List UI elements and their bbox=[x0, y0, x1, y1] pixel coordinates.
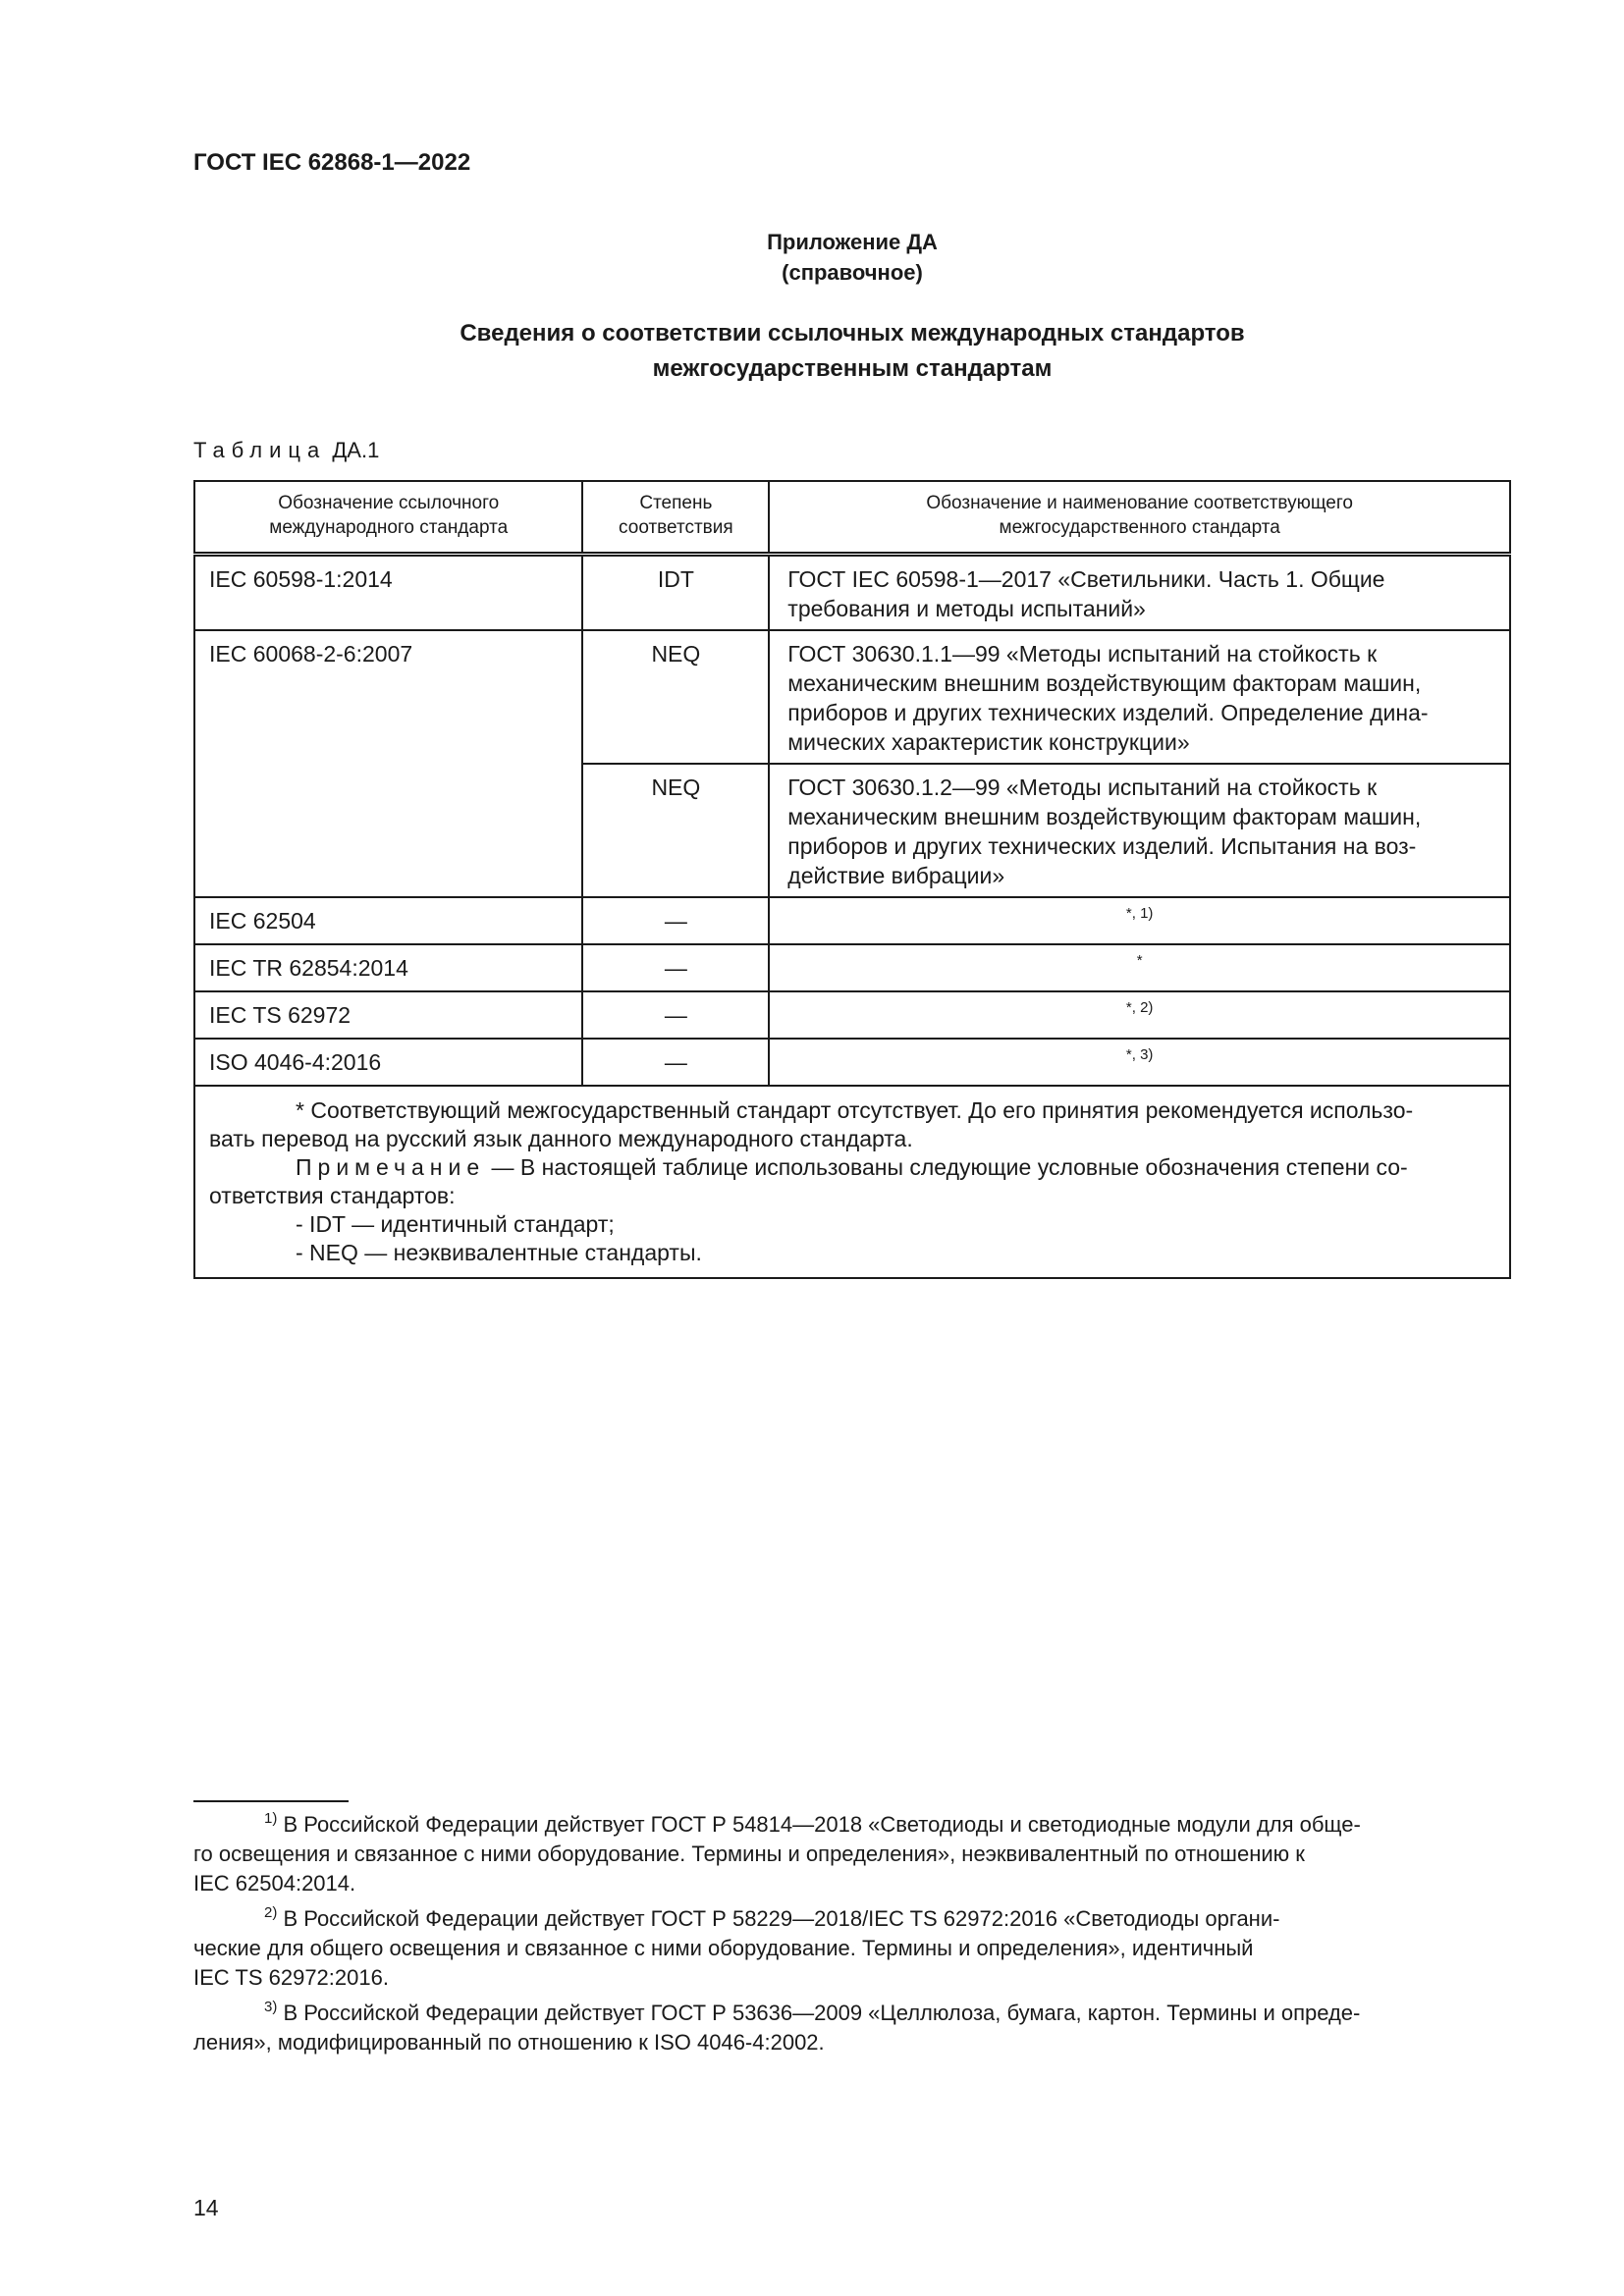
note-line bbox=[209, 1153, 1495, 1182]
standard-line: ГОСТ 30630.1.1—99 «Методы испытаний на стойкость к bbox=[787, 641, 1378, 667]
header-text: межгосударственного стандарта bbox=[999, 517, 1280, 538]
table-label bbox=[193, 438, 379, 463]
footnote bbox=[193, 1810, 1511, 1898]
header-text: международного стандарта bbox=[269, 517, 509, 538]
footnote-line: IEC TS 62972:2016. bbox=[193, 1965, 389, 1990]
header-interstate-standard bbox=[769, 481, 1510, 555]
table-row bbox=[194, 897, 1510, 944]
reference-cell: IEC 60598-1:2014 bbox=[194, 555, 582, 631]
table-notes-row bbox=[194, 1086, 1510, 1278]
header-text: Обозначение и наименование соответствующего bbox=[926, 493, 1353, 513]
footnote-text: В Российской Федерации действует ГОСТ Р 58229—2018/IEC TS 62972:2016 «Светодиоды органи- bbox=[277, 1906, 1280, 1931]
table-header-row bbox=[194, 481, 1510, 555]
degree-cell: — bbox=[582, 897, 769, 944]
footnote-mark: 3) bbox=[264, 1999, 278, 2015]
footnote-mark-cell: *, 2) bbox=[769, 991, 1510, 1039]
table-row bbox=[194, 1039, 1510, 1086]
footnote-text: В Российской Федерации действует ГОСТ Р 53636—2009 «Целлюлоза, бумага, картон. Термины и опреде- bbox=[277, 2001, 1361, 2025]
reference-cell: IEC 62504 bbox=[194, 897, 582, 944]
header-degree bbox=[582, 481, 769, 555]
table-notes bbox=[194, 1086, 1510, 1278]
standard-line: механическим внешним воздействующим факторам машин, bbox=[787, 670, 1422, 696]
degree-cell: IDT bbox=[582, 555, 769, 631]
footnote-line bbox=[193, 1810, 1511, 1840]
degree-cell: — bbox=[582, 944, 769, 991]
reference-cell: IEC TS 62972 bbox=[194, 991, 582, 1039]
annex-heading-line: Сведения о соответствии ссылочных международных стандартов bbox=[460, 320, 1245, 347]
header-text: Обозначение ссылочного bbox=[278, 493, 500, 513]
footnote bbox=[193, 1999, 1511, 2057]
note-list-item: - IDT — идентичный стандарт; bbox=[296, 1211, 615, 1237]
footnote-line: ческие для общего освещения и связанное с ними оборудование. Термины и определения», идентичный bbox=[193, 1936, 1254, 1960]
table-label-number: ДА.1 bbox=[332, 438, 380, 462]
note-word: Примечание bbox=[296, 1154, 486, 1180]
reference-cell: IEC TR 62854:2014 bbox=[194, 944, 582, 991]
standard-line: ГОСТ IEC 60598-1—2017 «Светильники. Часть 1. Общие bbox=[787, 566, 1385, 592]
note-list-item: - NEQ — неэквивалентные стандарты. bbox=[296, 1240, 702, 1265]
standard-line: приборов и других технических изделий. Определение дина- bbox=[787, 700, 1429, 725]
header-text: соответствия bbox=[619, 517, 733, 538]
table-row bbox=[194, 630, 1510, 764]
standard-line: механическим внешним воздействующим факторам машин, bbox=[787, 804, 1422, 829]
star-note-line: * Соответствующий межгосударственный стандарт отсутствует. До его принятия рекомендуется использо- bbox=[296, 1097, 1414, 1123]
footnote-line bbox=[193, 1999, 1511, 2028]
document-code: ГОСТ IEC 62868-1—2022 bbox=[193, 149, 471, 176]
header-reference-standard bbox=[194, 481, 582, 555]
table-row bbox=[194, 944, 1510, 991]
standard-line: действие вибрации» bbox=[787, 863, 1005, 888]
standard-line: приборов и других технических изделий. Испытания на воз- bbox=[787, 833, 1417, 859]
header-text: Степень bbox=[639, 493, 713, 513]
footnote-line: IEC 62504:2014. bbox=[193, 1871, 356, 1896]
footnote-mark: 1) bbox=[264, 1810, 278, 1827]
degree-cell: — bbox=[582, 991, 769, 1039]
standard-line: мических характеристик конструкции» bbox=[787, 729, 1190, 755]
table-label-word: Таблица bbox=[193, 438, 327, 462]
footnote-mark-cell: * bbox=[769, 944, 1510, 991]
correspondence-table bbox=[193, 480, 1511, 1279]
annex-heading bbox=[193, 316, 1511, 387]
degree-cell: — bbox=[582, 1039, 769, 1086]
annex-heading-line: межгосударственным стандартам bbox=[652, 355, 1053, 382]
star-note-line: вать перевод на русский язык данного международного стандарта. bbox=[209, 1126, 913, 1151]
standard-line: требования и методы испытаний» bbox=[787, 596, 1146, 621]
reference-cell: IEC 60068-2-6:2007 bbox=[194, 630, 582, 897]
annex-title: Приложение ДА bbox=[767, 230, 938, 254]
footnote-text: В Российской Федерации действует ГОСТ Р 54814—2018 «Светодиоды и светодиодные модули для обще- bbox=[277, 1812, 1361, 1837]
footnote-line bbox=[193, 1904, 1511, 1934]
footnote-separator bbox=[193, 1800, 349, 1802]
degree-cell: NEQ bbox=[582, 630, 769, 764]
standard-cell bbox=[769, 764, 1510, 897]
footnote bbox=[193, 1904, 1511, 1993]
table-row bbox=[194, 991, 1510, 1039]
note-line: ответствия стандартов: bbox=[209, 1183, 456, 1208]
degree-cell: NEQ bbox=[582, 764, 769, 897]
footnote-mark-cell: *, 1) bbox=[769, 897, 1510, 944]
footnote-mark: 2) bbox=[264, 1904, 278, 1921]
standard-cell bbox=[769, 555, 1510, 631]
annex-subtitle: (справочное) bbox=[782, 260, 923, 285]
note-text: — В настоящей таблице использованы следующие условные обозначения степени со- bbox=[485, 1154, 1408, 1180]
reference-cell: ISO 4046-4:2016 bbox=[194, 1039, 582, 1086]
footnote-line: го освещения и связанное с ними оборудование. Термины и определения», неэквивалентный по отношению к bbox=[193, 1842, 1305, 1866]
footnote-line: ления», модифицированный по отношению к ISO 4046-4:2002. bbox=[193, 2030, 825, 2055]
table-row bbox=[194, 555, 1510, 631]
standard-cell bbox=[769, 630, 1510, 764]
standard-line: ГОСТ 30630.1.2—99 «Методы испытаний на стойкость к bbox=[787, 774, 1378, 800]
footnotes bbox=[193, 1810, 1511, 2063]
footnote-mark-cell: *, 3) bbox=[769, 1039, 1510, 1086]
page-number: 14 bbox=[193, 2195, 219, 2220]
